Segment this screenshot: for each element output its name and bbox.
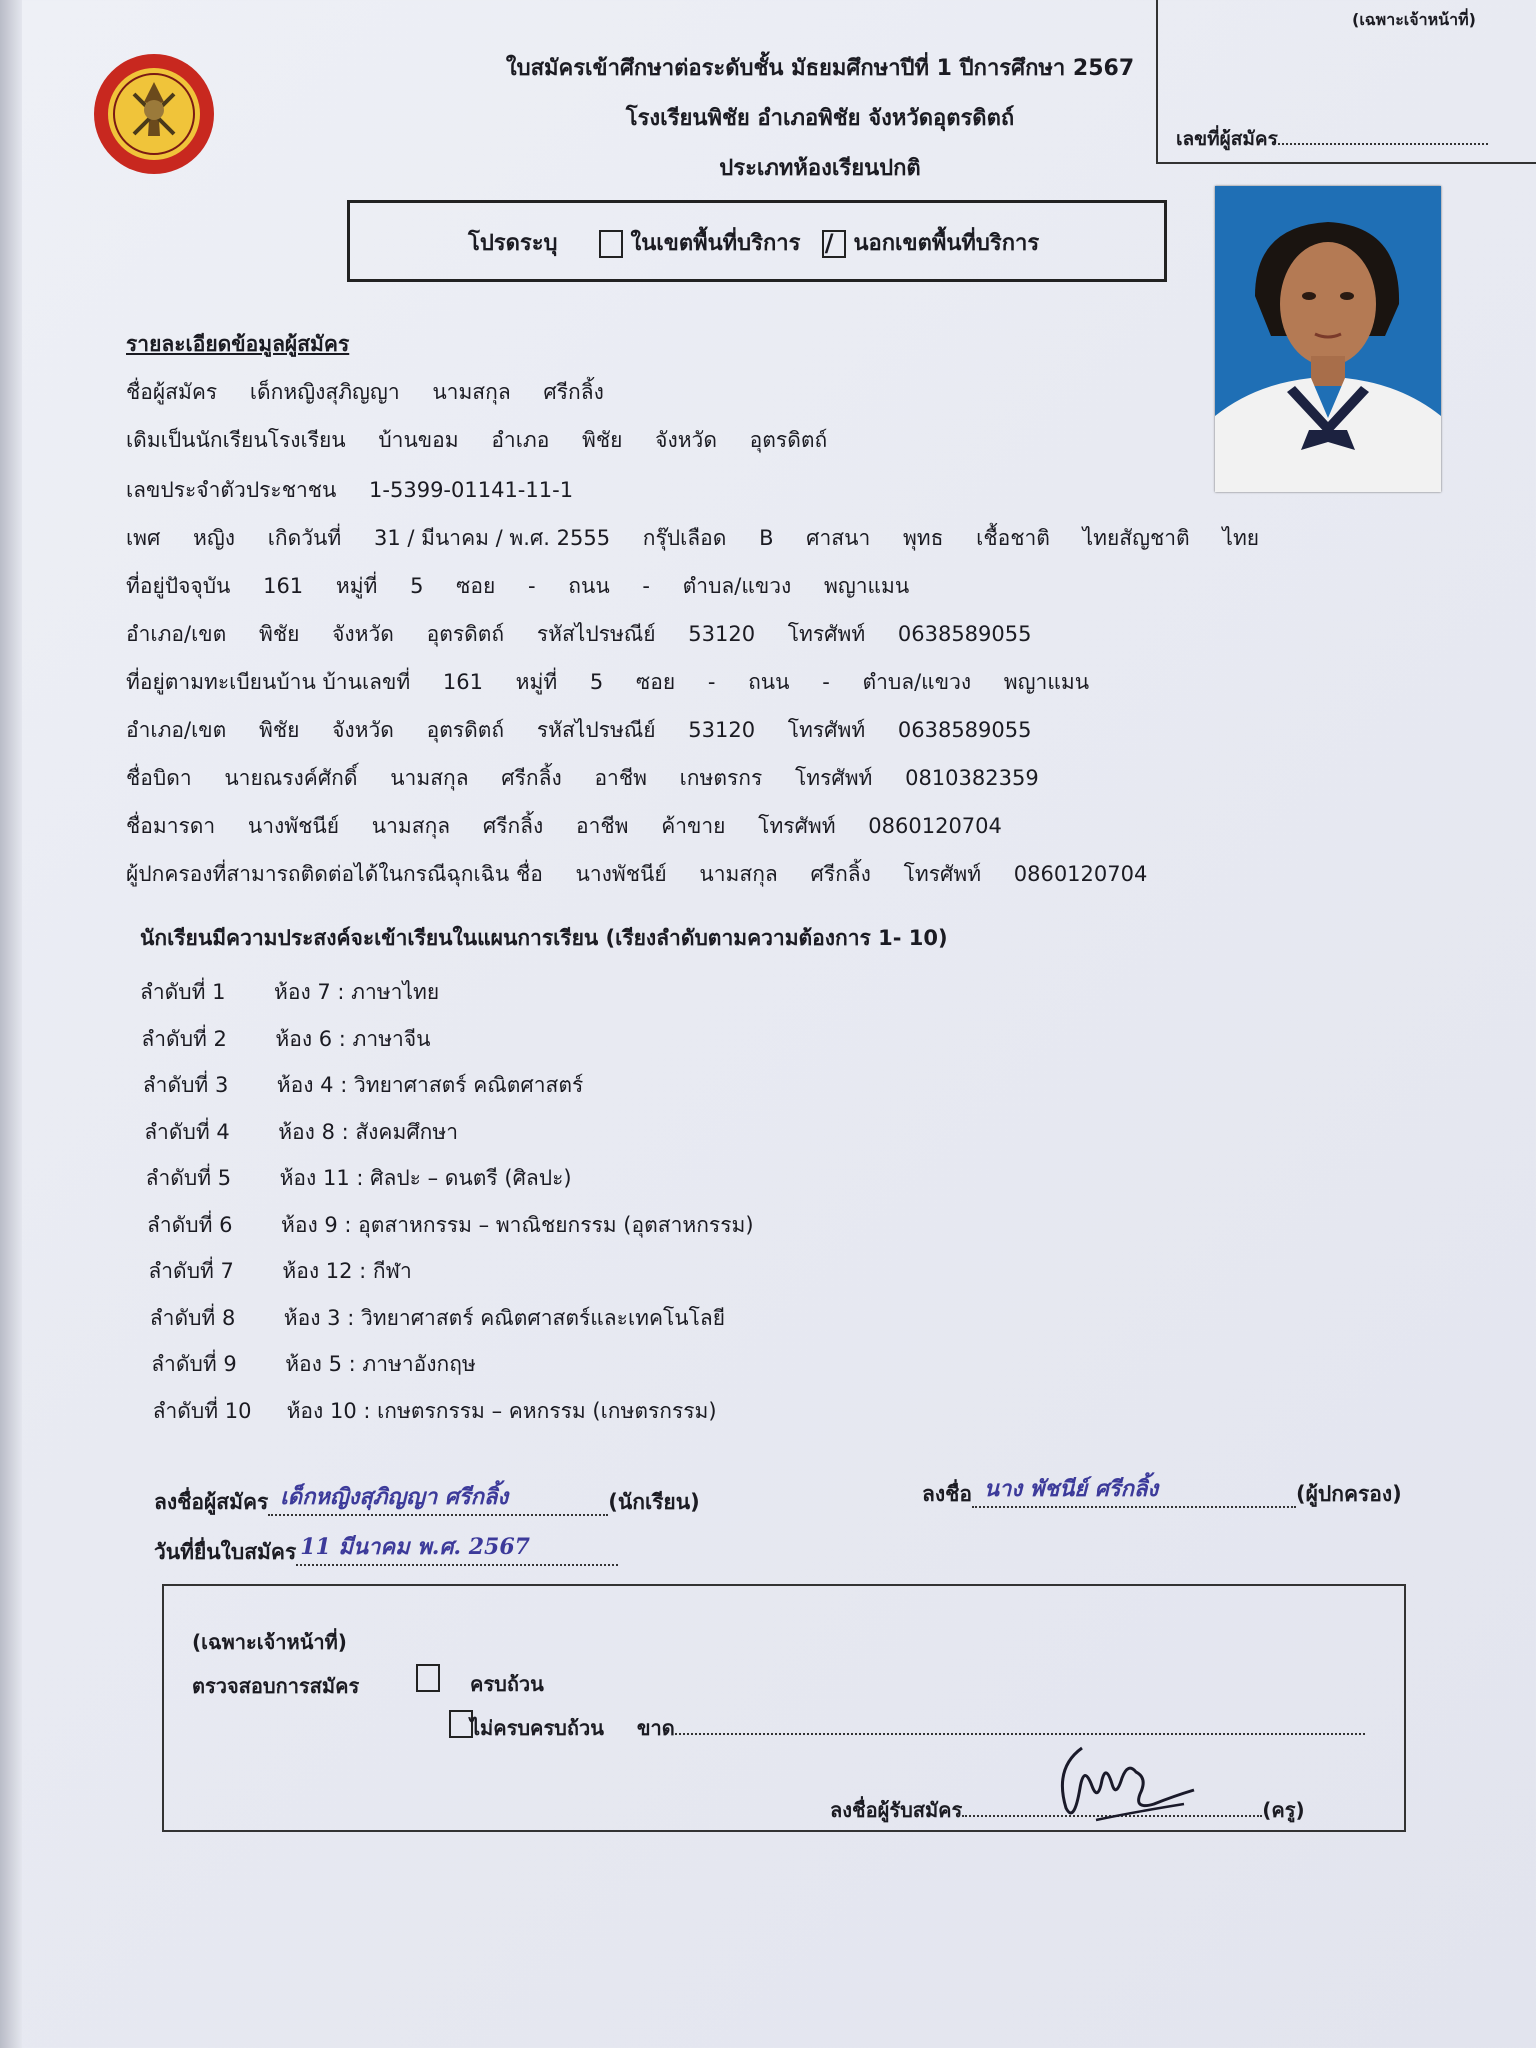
row-name [126,376,604,409]
registered-subdistrict-label: ตำบล/แขวง [862,670,972,694]
plan-room: ห้อง 6 : ภาษาจีน [275,1026,431,1051]
date-row [154,1536,618,1569]
plan-item [144,1116,458,1149]
surname-value: ศรีกลิ้ง [543,380,604,404]
registered-postal-value: 53120 [688,718,756,742]
plan-rank: ลำดับที่ 9 [151,1352,237,1376]
details-heading: รายละเอียดข้อมูลผู้สมัคร [126,332,350,356]
prev-district-value: พิชัย [582,428,623,452]
father-phone-value: 0810382359 [905,766,1039,790]
registered-district-value: พิชัย [258,718,300,742]
plan-rank: ลำดับที่ 3 [142,1073,229,1097]
dob-label: เกิดวันที่ [267,526,342,550]
applicant-signature-row [154,1486,700,1519]
current-subdistrict-label: ตำบล/แขวง [682,574,792,598]
row-current-address [126,570,909,603]
check-label: ตรวจสอบการสมัคร [192,1674,360,1698]
office-use-box-bottom [162,1584,1406,1832]
school-logo [90,50,218,178]
row-id [126,474,573,507]
blood-label: กรุ๊ปเลือด [642,526,727,550]
current-moo-label: หมู่ที่ [335,574,378,598]
class-type: ประเภทห้องเรียนปกติ [719,156,921,181]
date-value: 11 มีนาคม พ.ศ. 2567 [300,1534,530,1560]
current-province-value: อุตรดิตถ์ [426,622,505,646]
receiver-label: ลงชื่อผู้รับสมัคร [830,1798,963,1822]
incomplete-label: ไม่ครบครบถ้วน [470,1716,604,1740]
row-guardian [126,858,1147,891]
mother-phone-label: โทรศัพท์ [758,814,836,838]
current-address-label: ที่อยู่ปัจจุบัน [126,574,231,598]
registered-province-label: จังหวัด [332,718,394,742]
guardian-label: ผู้ปกครองที่สามารถติดต่อได้ในกรณีฉุกเฉิน ชื่อ [126,862,543,886]
current-phone-label: โทรศัพท์ [787,622,866,646]
registered-moo-value: 5 [589,670,604,694]
current-road-label: ถนน [568,574,610,598]
registered-province-value: อุตรดิตถ์ [426,718,505,742]
plan-room: ห้อง 11 : ศิลปะ – ดนตรี (ศิลปะ) [279,1166,572,1190]
form-title: ใบสมัครเข้าศึกษาต่อระดับชั้น มัธยมศึกษาปีที่ 1 ปีการศึกษา 2567 [505,56,1135,81]
plan-rank: ลำดับที่ 1 [140,980,226,1004]
registered-phone-label: โทรศัพท์ [787,718,866,742]
father-phone-label: โทรศัพท์ [794,766,873,790]
applicant-role: (นักเรียน) [608,1490,700,1514]
father-occupation-value: เกษตรกร [679,766,763,790]
row-prev-school [126,424,827,457]
applicant-photo [1215,186,1441,492]
registered-subdistrict-value: พญาแมน [1003,670,1090,694]
missing-label: ขาด [636,1716,675,1740]
plan-rank: ลำดับที่ 2 [141,1026,227,1051]
current-moo-value: 5 [410,574,424,598]
registered-moo-label: หมู่ที่ [515,670,558,694]
office-use-label-bottom: (เฉพาะเจ้าหน้าที่) [192,1630,347,1654]
father-label: ชื่อบิดา [126,766,192,790]
incomplete-row [470,1712,1365,1744]
registered-house-no: 161 [442,670,483,694]
blood-value: B [759,526,774,550]
current-house-no: 161 [263,574,304,598]
prev-district-label: อำเภอ [491,428,550,452]
registered-road-label: ถนน [748,670,790,694]
plan-item [150,1302,725,1335]
prev-school-value: บ้านขอม [378,428,459,452]
service-area-box [347,200,1167,282]
plan-item [151,1348,476,1381]
guardian-signature-row [922,1478,1402,1511]
row-current-address-2 [126,618,1031,651]
prev-school-label: เดิมเป็นนักเรียนโรงเรียน [126,428,346,452]
current-province-label: จังหวัด [332,622,394,646]
name-value: เด็กหญิงสุภิญญา [249,380,400,404]
current-postal-label: รหัสไปรษณีย์ [536,622,656,646]
mother-occupation-value: ค้าขาย [661,814,726,838]
mother-surname-value: ศรีกลิ้ง [482,814,544,838]
name-label: ชื่อผู้สมัคร [126,380,218,404]
plan-room: ห้อง 10 : เกษตรกรรม – คหกรรม (เกษตรกรรม) [286,1398,717,1423]
religion-value: พุทธ [902,526,944,550]
out-area-checkbox[interactable] [822,230,846,258]
sex-label: เพศ [126,526,161,550]
sex-value: หญิง [193,526,236,550]
registered-soi-value: - [707,670,716,694]
guardian-phone-value: 0860120704 [1013,862,1148,886]
plan-rank: ลำดับที่ 8 [149,1305,236,1330]
mother-occupation-label: อาชีพ [576,814,629,838]
applicant-signature: เด็กหญิงสุภิญญา ศรีกลิ้ง [280,1484,509,1510]
plan-rank: ลำดับที่ 6 [147,1212,233,1237]
plan-rank: ลำดับที่ 5 [145,1166,232,1190]
nationality-value: ไทย [1222,526,1260,550]
guardian-phone-label: โทรศัพท์ [903,862,982,886]
out-area-check-mark: / [824,229,834,257]
registered-address-label: ที่อยู่ตามทะเบียนบ้าน บ้านเลขที่ [126,670,411,694]
plan-item [147,1209,754,1242]
plan-item [146,1162,572,1195]
guardian-role: (ผู้ปกครอง) [1296,1482,1402,1506]
in-area-checkbox[interactable] [599,230,623,258]
page-edge-shadow [0,0,22,2048]
row-mother [126,810,1002,843]
current-soi-value: - [528,574,536,598]
office-use-box-top [1156,0,1536,164]
plan-item [143,1069,583,1102]
registered-phone-value: 0638589055 [897,718,1032,742]
out-area-label: นอกเขตพื้นที่บริการ [853,231,1040,256]
id-value: 1-5399-01141-11-1 [369,478,574,502]
father-surname-label: นามสกุล [390,766,469,790]
office-use-label: (เฉพาะเจ้าหน้าที่) [1352,10,1476,29]
plan-room: ห้อง 8 : สังคมศึกษา [278,1119,458,1144]
plan-item [141,1023,430,1056]
registered-soi-label: ซอย [635,670,676,694]
guardian-surname-label: นามสกุล [699,862,778,886]
complete-checkbox[interactable] [416,1664,440,1692]
plan-rank: ลำดับที่ 10 [152,1398,252,1423]
mother-surname-label: นามสกุล [371,814,451,838]
row-personal [126,522,1259,555]
applicant-signature-label: ลงชื่อผู้สมัคร [154,1490,269,1514]
guardian-signature-label: ลงชื่อ [922,1482,972,1506]
dob-value: 31 / มีนาคม / พ.ศ. 2555 [373,526,611,550]
service-area-prompt: โปรดระบุ [468,231,558,256]
nationality-label: สัญชาติ [1119,526,1190,550]
complete-label: ครบถ้วน [470,1672,544,1696]
in-area-label: ในเขตพื้นที่บริการ [630,231,801,256]
plan-item [153,1395,717,1428]
plan-room: ห้อง 9 : อุตสาหกรรม – พาณิชยกรรม (อุตสาหกรรม) [281,1212,754,1237]
prev-province-label: จังหวัด [655,428,717,452]
receiver-signature [1044,1728,1204,1842]
id-label: เลขประจำตัวประชาชน [126,478,337,502]
receiver-role: (ครู) [1262,1798,1305,1822]
father-occupation-label: อาชีพ [594,766,647,790]
father-value: นายณรงค์ศักดิ์ [224,766,358,790]
registered-postal-label: รหัสไปรษณีย์ [536,718,656,742]
guardian-surname-value: ศรีกลิ้ง [810,862,871,886]
guardian-signature: นาง พัชนีย์ ศรีกลิ้ง [984,1476,1159,1502]
plan-rank: ลำดับที่ 7 [148,1259,234,1283]
plan-room: ห้อง 12 : กีฬา [282,1259,412,1283]
race-label: เชื้อชาติ [976,526,1050,550]
religion-label: ศาสนา [806,526,871,550]
current-subdistrict-value: พญาแมน [823,574,910,598]
registered-road-value: - [822,670,830,694]
race-value: ไทย [1082,526,1120,550]
row-registered-address-2 [126,714,1031,747]
row-father [126,762,1039,795]
current-soi-label: ซอย [456,574,496,598]
plan-room: ห้อง 4 : วิทยาศาสตร์ คณิตศาสตร์ [276,1073,584,1097]
mother-phone-value: 0860120704 [868,814,1002,838]
registered-district-label: อำเภอ/เขต [126,718,227,742]
plan-rank: ลำดับที่ 4 [144,1119,230,1144]
service-area-row [468,225,1039,260]
plan-heading: นักเรียนมีความประสงค์จะเข้าเรียนในแผนการเรียน (เรียงลำดับตามความต้องการ 1- 10) [140,926,948,950]
plan-item [148,1255,411,1288]
plan-item [140,976,439,1009]
plan-room: ห้อง 3 : วิทยาศาสตร์ คณิตศาสตร์และเทคโนโลยี [283,1305,726,1330]
current-road-value: - [642,574,650,598]
row-registered-address [126,666,1089,699]
school-name: โรงเรียนพิชัย อำเภอพิชัย จังหวัดอุตรดิตถ์ [625,106,1015,131]
plan-room: ห้อง 7 : ภาษาไทย [274,980,440,1004]
plan-room: ห้อง 5 : ภาษาอังกฤษ [285,1352,476,1376]
current-phone-value: 0638589055 [897,622,1032,646]
mother-label: ชื่อมารดา [126,814,216,838]
current-district-label: อำเภอ/เขต [126,622,227,646]
current-district-value: พิชัย [258,622,300,646]
father-surname-value: ศรีกลิ้ง [501,766,562,790]
date-label: วันที่ยื่นใบสมัคร [154,1540,297,1564]
mother-value: นางพัชนีย์ [247,814,340,838]
guardian-value: นางพัชนีย์ [575,862,667,886]
application-number-label: เลขที่ผู้สมัคร [1176,124,1488,154]
current-postal-value: 53120 [688,622,756,646]
prev-province-value: อุตรดิตถ์ [749,428,828,452]
surname-label: นามสกุล [432,380,511,404]
